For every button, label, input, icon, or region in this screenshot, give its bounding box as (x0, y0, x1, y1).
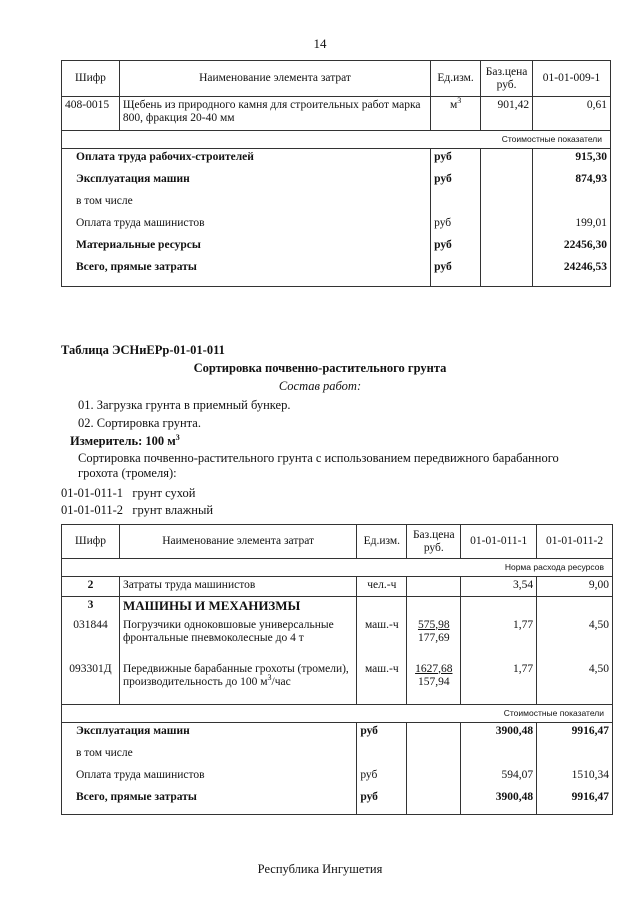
norm-header: Норма расхода ресурсов (62, 559, 613, 577)
cost-value: 22456,30 (533, 237, 611, 259)
cost-value-1: 3900,48 (461, 723, 537, 745)
cost-header: Стоимостные показатели (62, 705, 613, 723)
header-unit: Ед.изм. (431, 61, 481, 97)
machines-section-row (62, 597, 613, 617)
resource-price: 901,42 (481, 97, 533, 131)
cost-label: в том числе (62, 193, 431, 215)
machine-value-1: 1,77 (461, 661, 537, 705)
table2-header-row (62, 525, 613, 559)
cost-label: Всего, прямые затраты (62, 789, 357, 815)
cost-value: 199,01 (533, 215, 611, 237)
header-code: Шифр (62, 525, 120, 559)
machine-name: Передвижные барабанные грохоты (тромели), производительность до 100 $м^3$/час (119, 661, 356, 705)
machine-value-1: 1,77 (461, 617, 537, 661)
cost-row (62, 193, 611, 215)
cost-label: Всего, прямые затраты (62, 259, 431, 287)
machine-name: Погрузчики одноковшовые универсальные фронтальные пневмоколесные до 4 т (119, 617, 356, 661)
resource-unit: $м^3$ (431, 97, 481, 131)
labor-value-2: 9,00 (537, 577, 613, 597)
cost-unit: руб (431, 149, 481, 171)
labor-name: Затраты труда машинистов (119, 577, 356, 597)
footer-region: Республика Ингушетия (257, 862, 383, 876)
cost-row (62, 259, 611, 287)
header-col1: 01-01-011-1 (461, 525, 537, 559)
cost-unit: руб (357, 723, 407, 745)
cost-value: 24246,53 (533, 259, 611, 287)
cost-unit: руб (357, 789, 407, 815)
cost-unit: руб (431, 215, 481, 237)
cost-label: Оплата труда машинистов (62, 215, 431, 237)
cost-row (62, 767, 613, 789)
labor-unit: чел.-ч (357, 577, 407, 597)
cost-row (62, 723, 613, 745)
cost-value-2: 9916,47 (537, 789, 613, 815)
work-heading: Состав работ: (278, 379, 362, 393)
cost-label: в том числе (62, 745, 357, 767)
meter-label: Измеритель: 100 $м^3$ (70, 432, 180, 448)
resource-name: Щебень из природного камня для строительных работ марка 800, фракция 20-40 мм (119, 97, 430, 131)
cost-label: Материальные ресурсы (62, 237, 431, 259)
table-id: Таблица ЭСНиЕРр-01-01-011 (61, 343, 225, 357)
cost-value: 915,30 (533, 149, 611, 171)
work-step-1: 01. Загрузка грунта в приемный бункер. (78, 398, 291, 412)
machine-price: 1627,68 157,94 (407, 661, 461, 705)
machine-value-2: 4,50 (537, 617, 613, 661)
section-description: Сортировка почвенно-растительного грунта с использованием передвижного барабанного грохота (тромеля): (78, 451, 559, 480)
table2-norm-header-row (62, 559, 613, 577)
table2-cost-header-row (62, 705, 613, 723)
cost-value-1: 3900,48 (461, 789, 537, 815)
header-code: Шифр (62, 61, 120, 97)
cost-row (62, 789, 613, 815)
resource-table-1 (61, 60, 611, 287)
machine-unit: маш.-ч (357, 617, 407, 661)
table1-resource-row (62, 97, 611, 131)
machine-code: 093301Д (62, 661, 120, 705)
cost-label: Эксплуатация машин (62, 171, 431, 193)
work-step-2: 02. Сортировка грунта. (78, 416, 201, 430)
header-name: Наименование элемента затрат (119, 61, 430, 97)
cost-row (62, 149, 611, 171)
cost-value: 874,93 (533, 171, 611, 193)
labor-value-1: 3,54 (461, 577, 537, 597)
cost-unit: руб (431, 237, 481, 259)
machine-code: 031844 (62, 617, 120, 661)
machine-row (62, 661, 613, 705)
section-name: МАШИНЫ И МЕХАНИЗМЫ (119, 597, 356, 617)
labor-row (62, 577, 613, 597)
cost-unit: руб (431, 259, 481, 287)
cost-label: Оплата труда машинистов (62, 767, 357, 789)
variant-2: 01-01-011-2 грунт влажный (61, 503, 214, 517)
machine-value-2: 4,50 (537, 661, 613, 705)
header-col2: 01-01-011-2 (537, 525, 613, 559)
page-number: 14 (313, 36, 327, 51)
header-unit: Ед.изм. (357, 525, 407, 559)
header-name: Наименование элемента затрат (119, 525, 356, 559)
cost-label: Эксплуатация машин (62, 723, 357, 745)
cost-value-1: 594,07 (461, 767, 537, 789)
table1-cost-header-row (62, 131, 611, 149)
table1-header-row (62, 61, 611, 97)
machine-price: 575,98 177,69 (407, 617, 461, 661)
cost-row (62, 171, 611, 193)
header-price: Баз.цена руб. (407, 525, 461, 559)
cost-unit: руб (357, 767, 407, 789)
resource-table-2 (61, 524, 613, 815)
section-code: 3 (62, 597, 120, 617)
machine-unit: маш.-ч (357, 661, 407, 705)
resource-value-1: 0,61 (533, 97, 611, 131)
cost-header: Стоимостные показатели (62, 131, 611, 149)
resource-code: 408-0015 (62, 97, 120, 131)
section-title: Сортировка почвенно-растительного грунта (193, 361, 447, 375)
cost-row (62, 237, 611, 259)
cost-value-2: 9916,47 (537, 723, 613, 745)
cost-row (62, 215, 611, 237)
header-col1: 01-01-009-1 (533, 61, 611, 97)
cost-row (62, 745, 613, 767)
cost-unit: руб (431, 171, 481, 193)
labor-code: 2 (62, 577, 120, 597)
header-price: Баз.цена руб. (481, 61, 533, 97)
cost-label: Оплата труда рабочих-строителей (62, 149, 431, 171)
machine-row (62, 617, 613, 661)
cost-value-2: 1510,34 (537, 767, 613, 789)
variant-1: 01-01-011-1 грунт сухой (61, 486, 196, 500)
